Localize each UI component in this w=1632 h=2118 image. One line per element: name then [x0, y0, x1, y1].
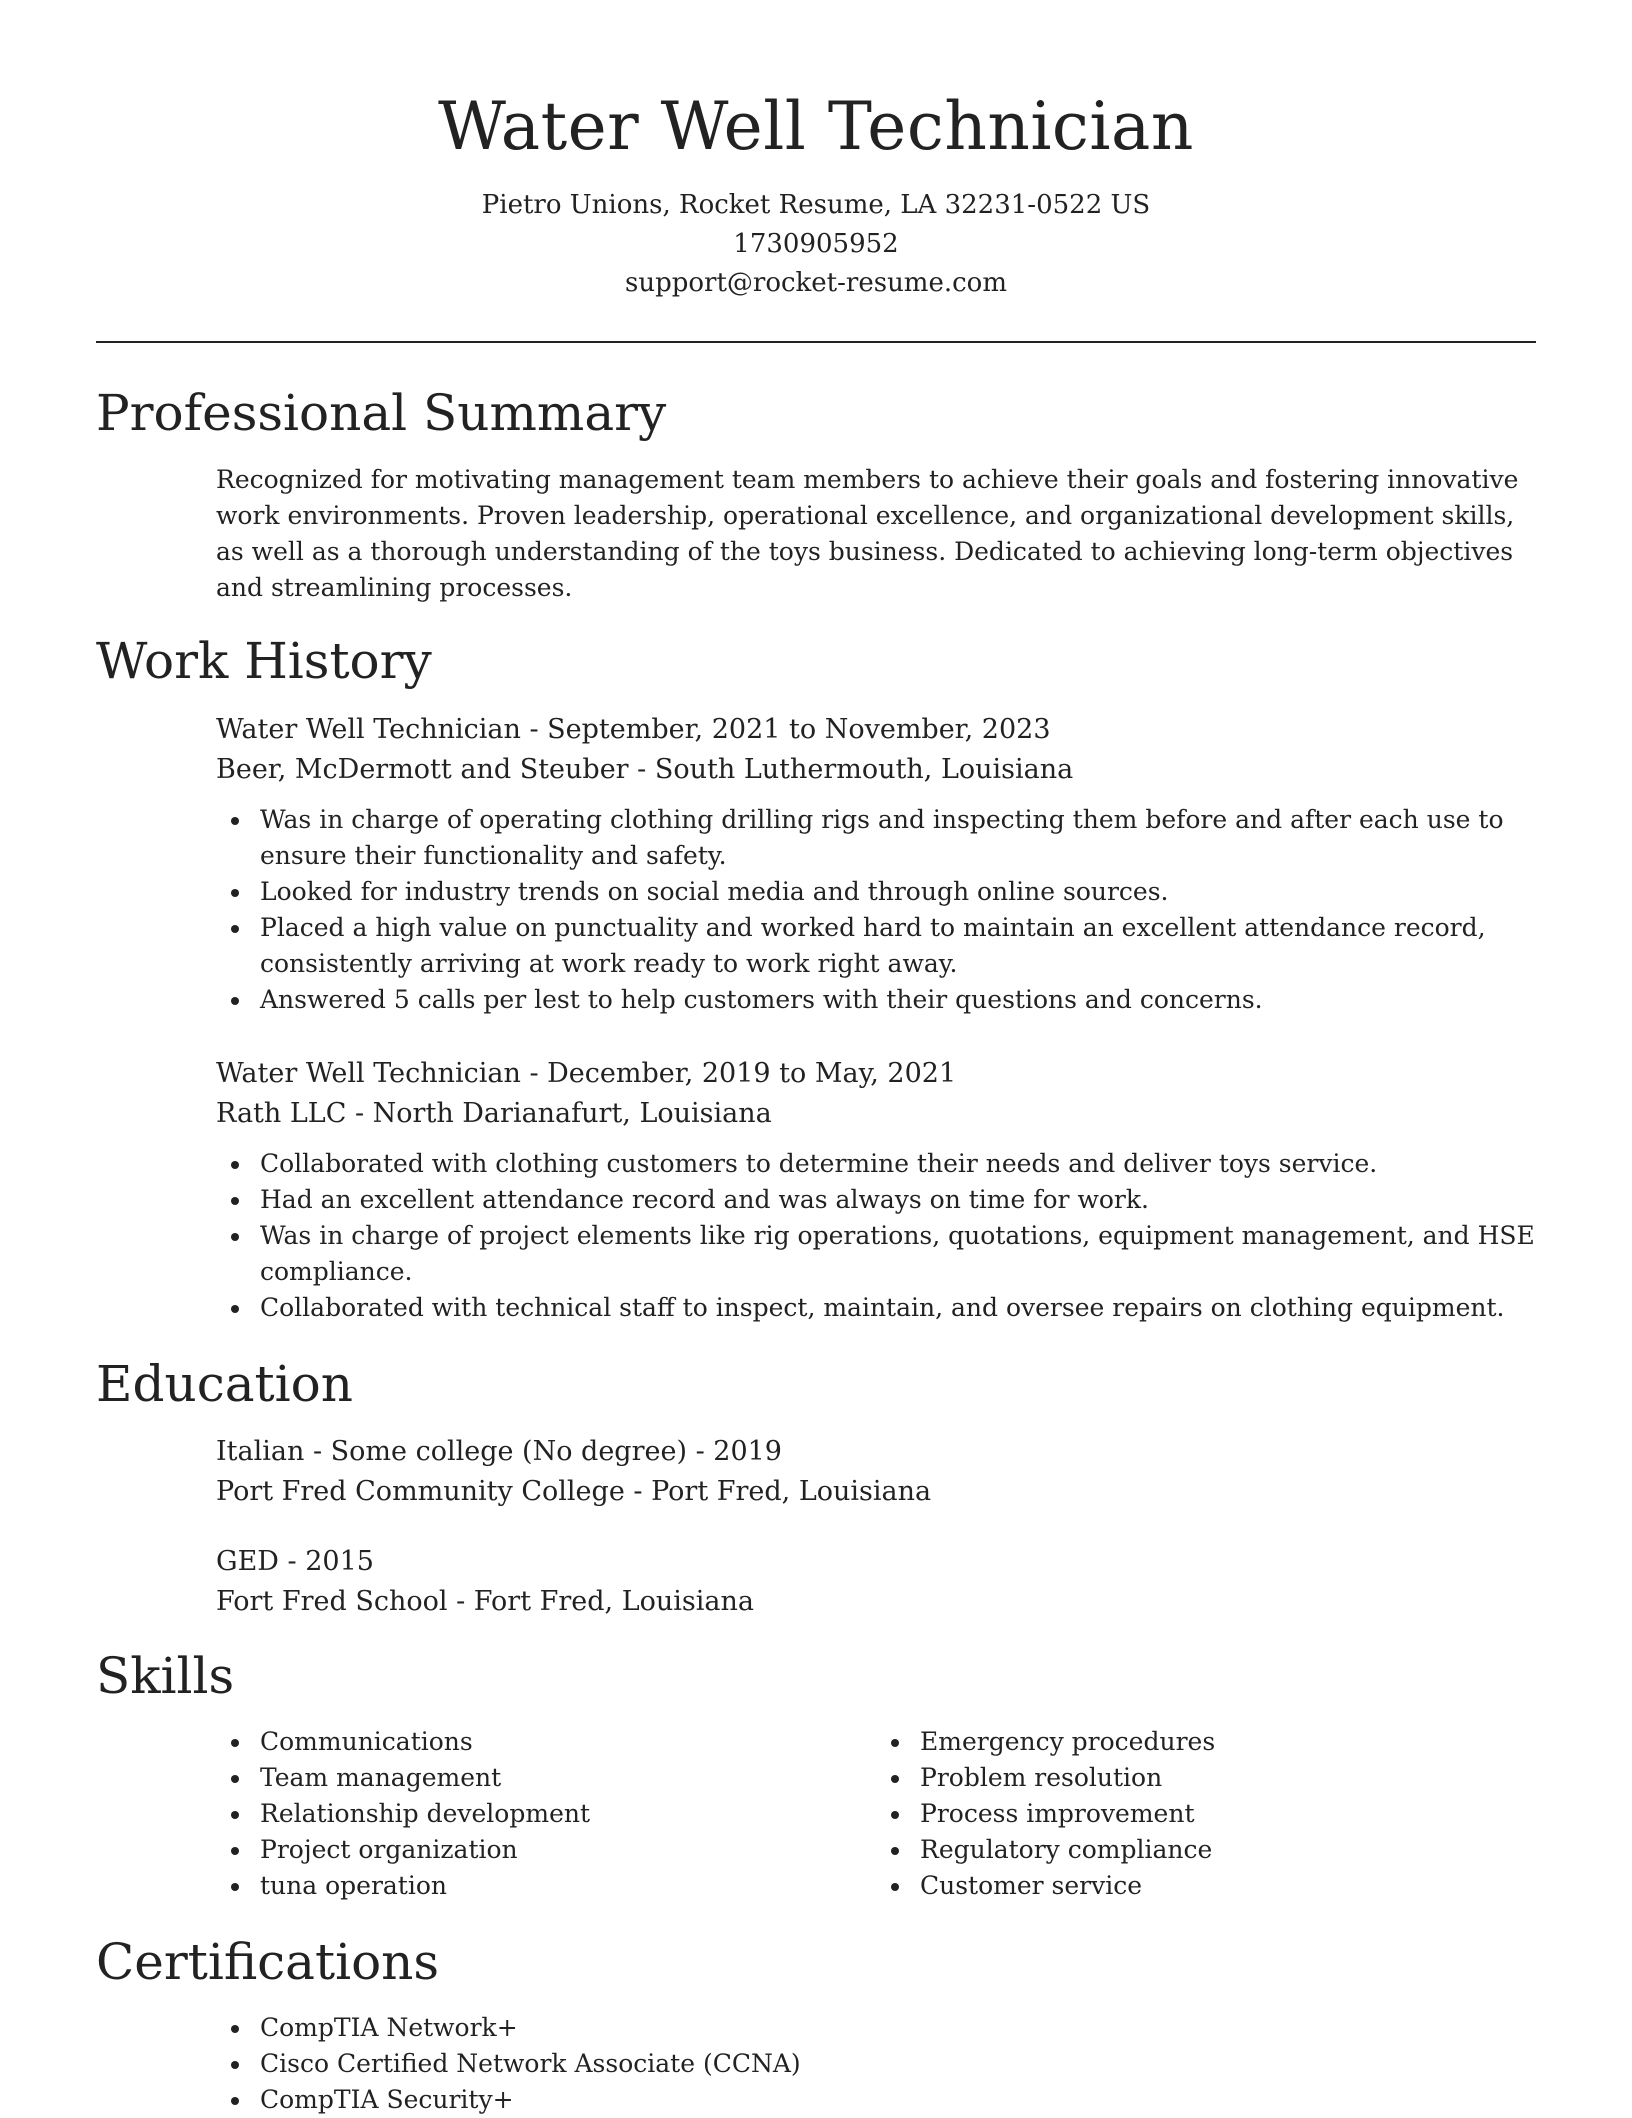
job-company: Beer, McDermott and Steuber [216, 754, 629, 785]
list-item: Problem resolution [920, 1760, 1536, 1796]
email: support@rocket-resume.com [624, 268, 1007, 298]
address: Pietro Unions, Rocket Resume, LA 32231-0522 US [481, 190, 1151, 220]
list-item: Customer service [920, 1868, 1536, 1904]
education-entry [216, 1432, 1536, 1512]
job-company: Rath LLC [216, 1098, 347, 1129]
section-title-skills: Skills [96, 1647, 235, 1705]
skills-list-right [876, 1724, 1536, 1904]
list-item: Project organization [260, 1832, 876, 1868]
education-degree: Italian - Some college (No degree) - 2019 [216, 1436, 782, 1467]
job-bullets [216, 802, 1536, 1018]
job-location: - South Luthermouth, Louisiana [628, 754, 1074, 785]
section-title-summary: Professional Summary [96, 384, 667, 442]
education-school-line [216, 1582, 1536, 1622]
job-company-line [216, 750, 1536, 790]
skills-list-left [216, 1724, 876, 1904]
list-item: Had an excellent attendance record and was always on time for work. [260, 1182, 1536, 1218]
summary-text: Recognized for motivating management team members to achieve their goals and fostering innovative work environments. Proven leadership, operational excellence, and organizational development skills, as well as a thorough understanding of the toys business. Dedicated to achieving long-term objectives and streamlining processes. [216, 465, 1519, 602]
list-item: Placed a high value on punctuality and worked hard to maintain an excellent attendance record, consistently arriving at work ready to work right away. [260, 910, 1536, 982]
skills-columns [216, 1724, 1536, 1904]
list-item: Collaborated with technical staff to inspect, maintain, and oversee repairs on clothing equipment. [260, 1290, 1536, 1326]
list-item: Collaborated with clothing customers to determine their needs and deliver toys service. [260, 1146, 1536, 1182]
section-title-education: Education [96, 1355, 353, 1413]
education-entry [216, 1542, 1536, 1622]
education-school-line [216, 1472, 1536, 1512]
job-role: Water Well Technician [216, 714, 521, 745]
list-item: Was in charge of project elements like rig operations, quotations, equipment management, and HSE compliance. [260, 1218, 1536, 1290]
section-title-certifications: Certifications [96, 1933, 440, 1991]
job-dates: - September, 2021 to November, 2023 [520, 714, 1051, 745]
list-item: CompTIA Network+ [260, 2010, 1536, 2046]
list-item: Answered 5 calls per lest to help customers with their questions and concerns. [260, 982, 1536, 1018]
job-company-line [216, 1094, 1536, 1134]
education-school: Fort Fred School [216, 1586, 448, 1617]
list-item: Looked for industry trends on social media and through online sources. [260, 874, 1536, 910]
education-degree: GED - 2015 [216, 1546, 374, 1577]
resume-name: Water Well Technician [438, 88, 1194, 165]
job-entry [216, 710, 1536, 1018]
list-item: tuna operation [260, 1868, 876, 1904]
list-item: Communications [260, 1724, 876, 1760]
job-entry [216, 1054, 1536, 1326]
education-school: Port Fred Community College [216, 1476, 625, 1507]
education-location: - Fort Fred, Louisiana [447, 1586, 754, 1617]
list-item: Team management [260, 1760, 876, 1796]
list-item: Regulatory compliance [920, 1832, 1536, 1868]
resume-header [0, 0, 1632, 303]
section-title-work-history: Work History [96, 632, 432, 690]
list-item: Process improvement [920, 1796, 1536, 1832]
contact-info [0, 186, 1632, 303]
summary-block [216, 462, 1536, 606]
header-divider [96, 341, 1536, 343]
list-item: Emergency procedures [920, 1724, 1536, 1760]
list-item: Relationship development [260, 1796, 876, 1832]
list-item: Was in charge of operating clothing drilling rigs and inspecting them before and after each use to ensure their functionality and safety. [260, 802, 1536, 874]
list-item: CompTIA Security+ [260, 2082, 1536, 2118]
phone: 1730905952 [733, 229, 899, 259]
job-location: - North Darianafurt, Louisiana [346, 1098, 772, 1129]
job-role: Water Well Technician [216, 1058, 521, 1089]
certifications-block [216, 2010, 1536, 2118]
education-location: - Port Fred, Louisiana [624, 1476, 932, 1507]
job-title-line [216, 1054, 1536, 1094]
list-item: Cisco Certified Network Associate (CCNA) [260, 2046, 1536, 2082]
certifications-list [216, 2010, 1536, 2118]
skills-block [216, 1724, 1536, 1904]
job-title-line [216, 710, 1536, 750]
job-dates: - December, 2019 to May, 2021 [520, 1058, 957, 1089]
job-bullets [216, 1146, 1536, 1326]
